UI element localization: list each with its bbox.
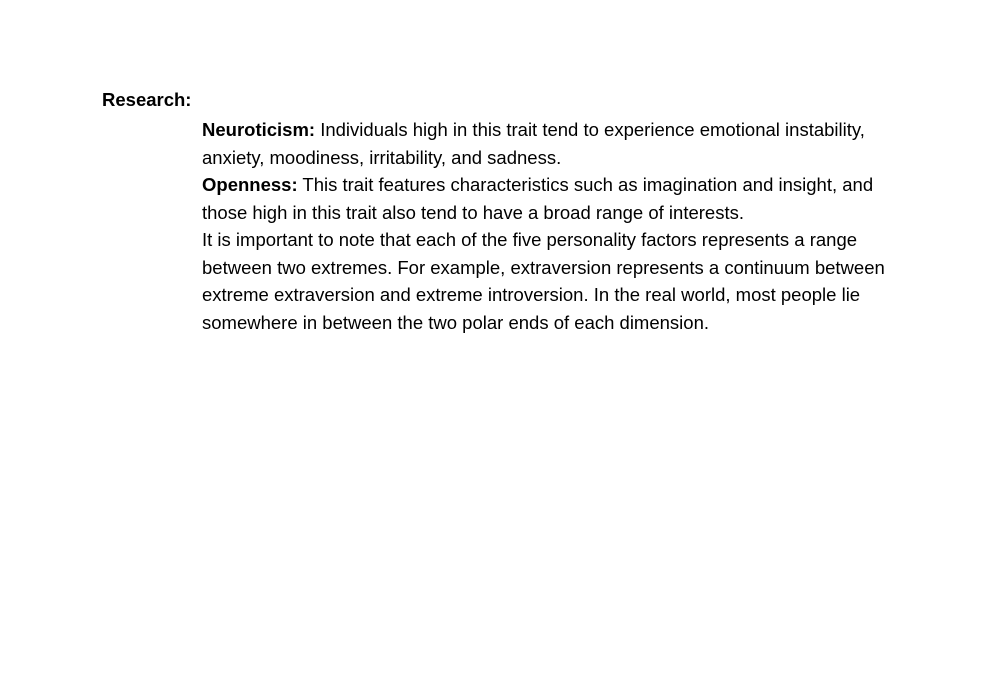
paragraph-openness bbox=[202, 171, 902, 226]
definition-openness: This trait features characteristics such as imagination and insight, and those high in this trait also tend to have a broad range of interests. bbox=[202, 174, 874, 223]
paragraph-note bbox=[202, 226, 902, 336]
paragraph-neuroticism bbox=[202, 116, 902, 171]
term-openness: Openness: bbox=[202, 174, 298, 195]
definition-neuroticism: Individuals high in this trait tend to experience emotional instability, anxiety, moodiness, irritability, and sadness. bbox=[202, 119, 865, 168]
section-body bbox=[202, 116, 902, 336]
section-heading: Research: bbox=[102, 89, 192, 110]
note-text: It is important to note that each of the five personality factors represents a range between two extremes. For example, extraversion represents a continuum between extreme extraversion and extreme introversion. In the real world, most people lie somewhere in between the two polar ends of each dimension. bbox=[202, 229, 885, 333]
term-neuroticism: Neuroticism: bbox=[202, 119, 316, 140]
